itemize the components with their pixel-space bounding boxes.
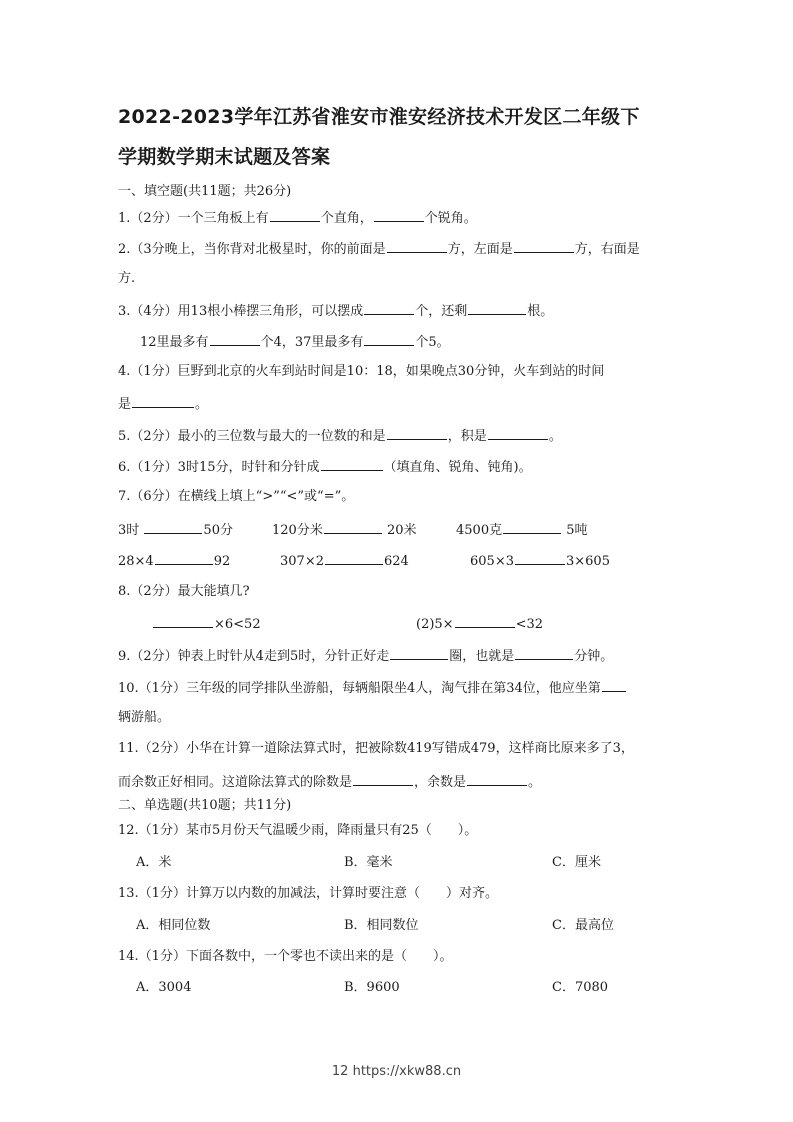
q7-r2-item-1 — [118, 551, 230, 571]
question-3-part2 — [140, 332, 450, 352]
q3-text-f: 个5。 — [415, 335, 450, 350]
answer-blank[interactable] — [467, 772, 527, 786]
answer-blank[interactable] — [324, 520, 382, 534]
q7-r2-left: 605×3 — [470, 554, 514, 569]
q8-part1 — [152, 614, 261, 634]
q7-r2-right: 3×605 — [565, 554, 610, 569]
section-heading-single-choice: 二、单选题(共10题；共11分) — [118, 798, 292, 813]
q7-r1-left: 4500克 — [456, 523, 503, 538]
answer-blank[interactable] — [374, 208, 424, 222]
question-11-part2 — [118, 772, 541, 792]
q14-option-b[interactable]: B．9600 — [344, 980, 400, 995]
q3-text-e: 个4，37里最多有 — [260, 335, 364, 350]
question-3 — [118, 301, 553, 321]
question-6 — [118, 457, 532, 477]
answer-blank[interactable] — [353, 772, 413, 786]
q2-text-c: 方，右面是 — [574, 242, 640, 257]
answer-blank[interactable] — [364, 301, 414, 315]
q7-r1-left: 120分米 — [272, 523, 323, 538]
q6-text-b: （填直角、锐角、钝角)。 — [383, 460, 532, 475]
answer-blank[interactable] — [488, 426, 548, 440]
q11-text-c: ，余数是 — [414, 775, 467, 790]
page-title-line1: 2022-2023学年江苏省淮安市淮安经济技术开发区二年级下 — [118, 106, 640, 128]
page-title-line2: 学期数学期末试题及答案 — [118, 146, 331, 168]
q14-option-a[interactable]: A．3004 — [136, 980, 192, 995]
question-12: 12.（1分）某市5月份天气温暖少雨，降雨量只有25（ ）。 — [118, 823, 478, 838]
answer-blank[interactable] — [144, 520, 202, 534]
q7-r1-item-2 — [272, 520, 417, 540]
q13-option-b[interactable]: B．相同数位 — [344, 918, 419, 933]
answer-blank[interactable] — [514, 239, 574, 253]
answer-blank[interactable] — [602, 678, 626, 692]
q3-text-c: 根。 — [527, 304, 554, 319]
answer-blank[interactable] — [387, 239, 447, 253]
q9-text-c: 分钟。 — [574, 649, 614, 664]
q2-text-a: 2.（3分晚上，当你背对北极星时，你的前面是 — [118, 242, 386, 257]
answer-blank[interactable] — [155, 551, 213, 565]
q10-text-a: 10.（1分）三年级的同学排队坐游船，每辆船限坐4人，淘气排在第34位，他应坐第 — [118, 681, 601, 696]
answer-blank[interactable] — [325, 551, 383, 565]
question-14: 14.（1分）下面各数中，一个零也不读出来的是（ ）。 — [118, 949, 453, 964]
section-heading-fill-blank: 一、填空题(共11题；共26分) — [118, 184, 292, 199]
q14-option-c[interactable]: C．7080 — [552, 980, 609, 995]
q7-r2-right: 92 — [213, 554, 231, 569]
q11-text-b: 而余数正好相同。这道除法算式的除数是 — [118, 775, 353, 790]
answer-blank[interactable] — [468, 301, 526, 315]
q13-option-c[interactable]: C．最高位 — [552, 918, 614, 933]
question-4-part2 — [118, 394, 208, 414]
q8-part2 — [416, 614, 543, 634]
q8-text-c: (2)5× — [416, 617, 454, 632]
answer-blank[interactable] — [503, 520, 561, 534]
q7-r2-left: 307×2 — [280, 554, 324, 569]
q10-continuation: 辆游船。 — [118, 710, 171, 725]
q7-r1-left: 3时 — [118, 523, 140, 538]
question-5 — [118, 426, 562, 446]
answer-blank[interactable] — [515, 646, 573, 660]
answer-blank[interactable] — [270, 208, 320, 222]
q1-text-c: 个锐角。 — [424, 211, 477, 226]
question-1 — [118, 208, 477, 228]
q3-text-b: 个，还剩 — [415, 304, 468, 319]
answer-blank[interactable] — [321, 457, 383, 471]
answer-blank[interactable] — [515, 551, 565, 565]
q9-text-a: 9.（2分）钟表上时针从4走到5时，分针正好走 — [118, 649, 390, 664]
q8-text-b: ×6<52 — [214, 617, 261, 632]
q5-text-c: 。 — [548, 429, 562, 444]
answer-blank[interactable] — [153, 614, 213, 628]
q7-r1-item-1 — [118, 520, 233, 540]
q13-option-a[interactable]: A．相同位数 — [136, 918, 211, 933]
q6-text-a: 6.（1分）3时15分，时针和分针成 — [118, 460, 320, 475]
question-13: 13.（1分）计算万以内数的加减法，计算时要注意（ ）对齐。 — [118, 886, 498, 901]
q2-text-b: 方，左面是 — [447, 242, 513, 257]
answer-blank[interactable] — [364, 332, 414, 346]
question-9 — [118, 646, 613, 666]
answer-blank[interactable] — [390, 646, 448, 660]
q3-text-a: 3.（4分）用13根小棒摆三角形，可以摆成 — [118, 304, 364, 319]
question-2 — [118, 239, 640, 259]
question-10 — [118, 678, 627, 698]
q2-continuation: 方. — [118, 271, 136, 286]
q1-text-b: 个直角， — [320, 211, 373, 226]
question-4: 4.（1分）巨野到北京的火车到站时间是10：18，如果晚点30分钟，火车到站的时间 — [118, 364, 605, 379]
q5-text-b: ，积是 — [447, 429, 487, 444]
q7-r2-item-3 — [470, 551, 610, 571]
page-footer[interactable]: 12 https://xkw88.cn — [331, 1064, 462, 1079]
q8-text-d: <32 — [515, 617, 544, 632]
q7-r1-right: 5吨 — [566, 523, 588, 538]
answer-blank[interactable] — [132, 394, 194, 408]
question-11: 11.（2分）小华在计算一道除法算式时，把被除数419写错成479，这样商比原来多了3， — [118, 741, 634, 756]
q5-text-a: 5.（2分）最小的三位数与最大的一位数的和是 — [118, 429, 386, 444]
question-8: 8.（2分）最大能填几? — [118, 584, 250, 599]
q12-option-b[interactable]: B．毫米 — [344, 855, 393, 870]
answer-blank[interactable] — [210, 332, 260, 346]
q4-text-c: 。 — [195, 397, 209, 412]
q9-text-b: 圈，也就是 — [449, 649, 515, 664]
q7-r1-item-3 — [456, 520, 588, 540]
q7-r2-left: 28×4 — [118, 554, 154, 569]
q7-r2-item-2 — [280, 551, 409, 571]
q7-r2-right: 624 — [383, 554, 409, 569]
q12-option-c[interactable]: C．厘米 — [552, 855, 601, 870]
answer-blank[interactable] — [387, 426, 447, 440]
answer-blank[interactable] — [455, 614, 515, 628]
q4-text-b: 是 — [118, 397, 132, 412]
q12-option-a[interactable]: A．米 — [136, 855, 172, 870]
q1-text-a: 1.（2分）一个三角板上有 — [118, 211, 269, 226]
question-7: 7.（6分）在横线上填上“>”“<”或“=”。 — [118, 489, 355, 504]
q7-r1-right: 50分 — [203, 523, 233, 538]
q11-text-d: 。 — [528, 775, 542, 790]
q7-r1-right: 20米 — [386, 523, 417, 538]
q3-text-d: 12里最多有 — [140, 335, 209, 350]
